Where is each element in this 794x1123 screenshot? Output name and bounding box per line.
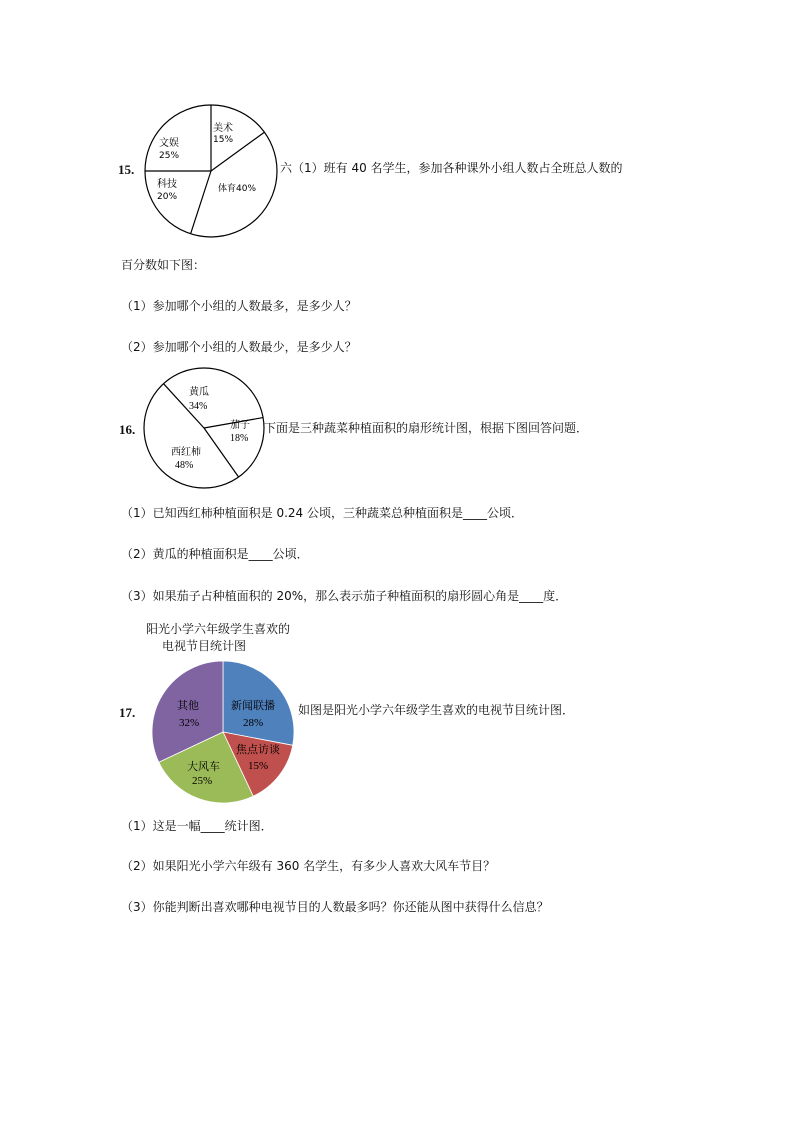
q17-chart-title-line2: 电视节目统计图 [162, 639, 247, 653]
pie-15-label-ent: 文娱 [159, 138, 179, 149]
pie-16-pct-eggplant: 18% [230, 433, 249, 444]
pie-17-label-other: 其他 [177, 699, 199, 712]
q15-stem: 六（1）班有 40 名学生，参加各种课外小组人数占全班总人数的 [280, 161, 623, 175]
pie-15-label-sport: 体育40% [218, 184, 257, 194]
q17-chart-title-line1: 阳光小学六年级学生喜欢的 [146, 622, 291, 636]
pie-17-label-windmill: 大风车 [187, 760, 220, 773]
pie-16-label-eggplant: 茄子 [230, 420, 250, 431]
q16-stem: 下面是三种蔬菜种植面积的扇形统计图，根据下图回答问题． [264, 421, 589, 435]
question-number-15: 15. [118, 162, 135, 177]
q16-sub1: （1）已知西红柿种植面积是 0.24 公顷，三种蔬菜总种植面积是____公顷． [121, 506, 523, 520]
q17-sub2: （2）如果阳光小学六年级有 360 名学生，有多少人喜欢大风车节目？ [121, 859, 496, 873]
q15-stem-cont: 百分数如下图： [121, 258, 206, 272]
pie-16-label-cucumber: 黄瓜 [189, 387, 209, 398]
pie-chart-17 [150, 659, 296, 805]
pie-17-pct-focus: 15% [248, 760, 269, 772]
pie-15-label-tech: 科技 [157, 179, 177, 190]
q17-sub3: （3）你能判断出喜欢哪种电视节目的人数最多吗？你还能从图中获得什么信息？ [121, 900, 549, 914]
pie-15-pct-ent: 25% [159, 151, 180, 161]
q15-sub1: （1）参加哪个小组的人数最多，是多少人？ [121, 299, 357, 313]
pie-17-pct-windmill: 25% [192, 775, 213, 787]
pie-17-pct-other: 32% [179, 717, 200, 729]
q16-sub3: （3）如果茄子占种植面积的 20%，那么表示茄子种植面积的扇形圆心角是____度． [121, 589, 568, 603]
question-number-16: 16. [119, 422, 136, 437]
pie-17-pct-news: 28% [243, 717, 264, 729]
q15-sub2: （2）参加哪个小组的人数最少，是多少人？ [121, 340, 357, 354]
pie-15-label-art: 美术 [213, 123, 233, 134]
pie-16-pct-tomato: 48% [175, 460, 194, 471]
pie-16-label-tomato: 西红柿 [171, 447, 201, 458]
pie-chart-15 [143, 103, 279, 239]
pie-15-pct-art: 15% [213, 135, 234, 145]
pie-16-pct-cucumber: 34% [189, 401, 208, 412]
pie-15-pct-tech: 20% [157, 192, 178, 202]
pie-17-label-news: 新闻联播 [231, 699, 275, 712]
question-number-17: 17. [119, 705, 136, 720]
q17-stem: 如图是阳光小学六年级学生喜欢的电视节目统计图． [298, 703, 575, 717]
q17-sub1: （1）这是一幅____统计图． [121, 819, 273, 833]
pie-17-label-focus: 焦点访谈 [236, 743, 280, 756]
pie-chart-16 [142, 366, 266, 490]
q16-sub2: （2）黄瓜的种植面积是____公顷． [121, 547, 309, 561]
